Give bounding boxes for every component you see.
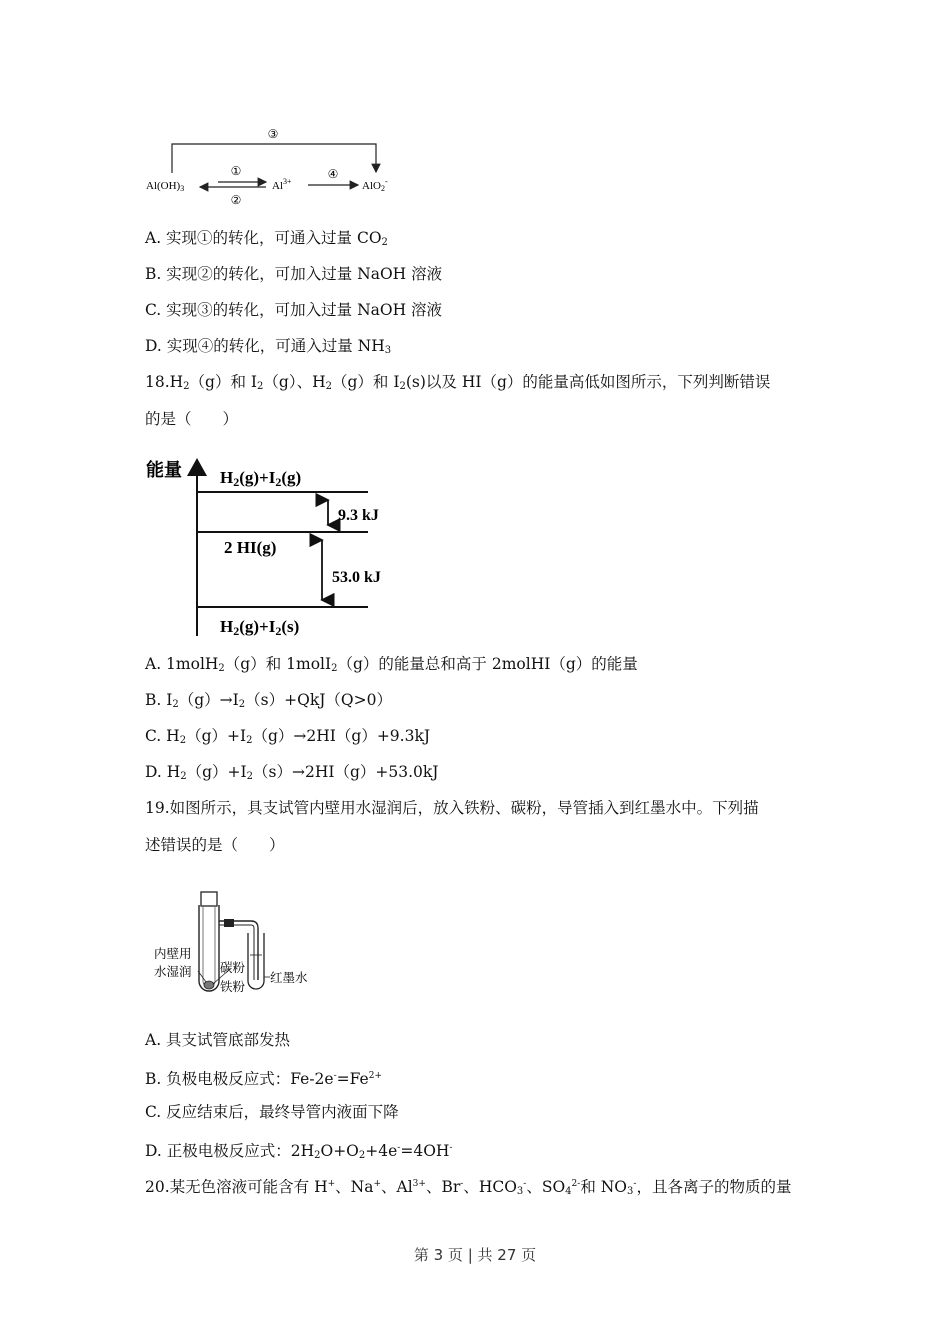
q18-stem-line2: 的是（ ） <box>145 410 239 428</box>
powder-pile <box>204 981 214 989</box>
label-iron: 铁粉 <box>220 980 246 994</box>
al-conversion-diagram <box>140 118 410 213</box>
tube-stopper <box>201 892 217 906</box>
page-footer: 第 3 页 | 共 27 页 <box>413 1246 537 1264</box>
q19-option-c: C. 反应结束后，最终导管内液面下降 <box>145 1103 399 1121</box>
q19-stem-line1: 19.如图所示，具支试管内壁用水湿润后，放入铁粉、碳粉，导管插入到红墨水中。下列描 <box>145 799 759 817</box>
q18-stem-line1: $18.H_2(g)$和 $I_2(g)$、$H_2(g)$和 $I_2(s)$以及 HI（g）的能量高低如图所示，下列判断错误 <box>145 373 771 392</box>
q17-option-d: D. 实现④的转化，可通入过量 $NH_3$ <box>145 337 392 356</box>
axis-label-energy: 能量 <box>146 460 182 480</box>
label-wall-2: 水湿润 <box>154 965 192 979</box>
q18-option-a: A. 1molH$_2$（g）和 1molI$_2$（g）的能量总和高于 2molHI（g）的能量 <box>145 655 638 674</box>
q17-option-a: A. 实现①的转化，可通入过量 $CO_2$ <box>145 229 388 248</box>
q17-option-b: B. 实现②的转化，可加入过量 NaOH 溶液 <box>145 265 443 283</box>
q18-option-c: C. $H_2(g)+I_2(g)\to 2HI(g)+9.3kJ$ <box>145 727 431 746</box>
arrow-3-path <box>172 144 376 173</box>
level-mid-label: 2 HI(g) <box>224 538 277 557</box>
species-aloh3: Al(OH)3 <box>146 180 185 193</box>
label-2: ② <box>230 193 242 207</box>
species-alo2: AlO2- <box>362 177 388 193</box>
gap-top-label: 9.3 kJ <box>338 507 379 524</box>
rubber-joint <box>224 919 234 927</box>
ink-tube <box>248 933 264 989</box>
label-ink: 红墨水 <box>270 971 308 985</box>
level-top-label: H2(g)+I2(g) <box>220 468 302 489</box>
label-3: ③ <box>267 127 279 141</box>
q19-stem-line2: 述错误的是（ ） <box>145 836 285 854</box>
label-wall-1: 内壁用 <box>154 947 192 961</box>
level-bottom-label: H2(g)+I2(s) <box>220 617 300 638</box>
q19-option-b: B. 负极电极反应式：$Fe-2e^-=Fe^{2+}$ <box>145 1070 383 1088</box>
q18-option-b: B. $I_2(g)\to I_2(s)+QkJ(Q>0)$ <box>145 691 392 710</box>
energy-level-diagram <box>140 450 400 640</box>
q19-option-a: A. 具支试管底部发热 <box>145 1031 291 1049</box>
q20-stem-line1: 20.某无色溶液可能含有 H+、Na+、$Al^{3+}$、Br-、$HCO_3^-$、$SO_4^{2-}$和 $NO_3^-$，且各离子的物质的量 <box>145 1178 792 1197</box>
species-al3: $Al^{3+}$ <box>272 177 292 192</box>
q19-option-d: D. 正极电极反应式：$2H_2O+O_2+4e^-=4OH^-$ <box>145 1142 453 1161</box>
gap-bottom-label: 53.0 kJ <box>332 569 381 586</box>
test-tube-apparatus <box>140 885 320 1010</box>
label-4: ④ <box>327 167 339 181</box>
label-1: ① <box>230 164 242 178</box>
label-carbon: 碳粉 <box>220 961 246 975</box>
q17-option-c: C. 实现③的转化，可加入过量 NaOH 溶液 <box>145 301 443 319</box>
q18-option-d: D. $H_2(g)+I_2(s)\to 2HI(g)+53.0kJ$ <box>145 763 439 782</box>
branched-tube <box>199 905 219 991</box>
